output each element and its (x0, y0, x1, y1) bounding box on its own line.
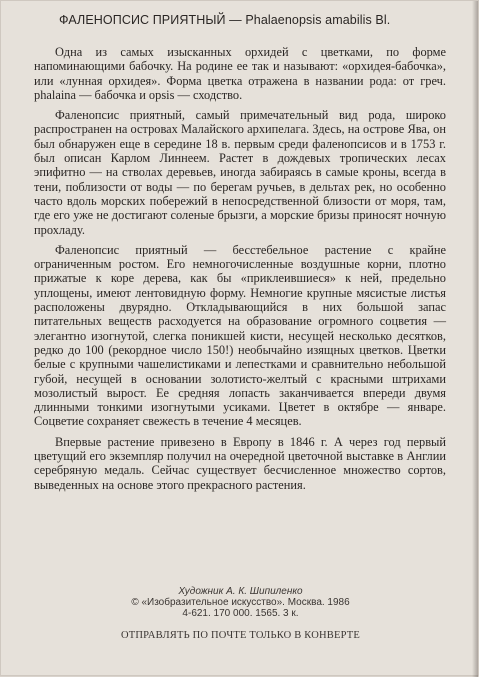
mailing-notice: ОТПРАВЛЯТЬ ПО ПОЧТЕ ТОЛЬКО В КОНВЕРТЕ (120, 630, 360, 641)
title-latin: Phalaenopsis amabilis Bl. (245, 13, 391, 27)
paragraph-3: Фаленопсис приятный — бесстебельное растение с крайне ограниченным ростом. Его немногочисленные воздушные корни, плотно прижатые к коре дерева, как бы «приклеившиеся» к ней, предельно уплощены, имеют лентовидную форму. Немногие крупные мясистые листья расположены двурядно. Откладывающийся в них большой запас питательных веществ расходуется на образование огромного соцветия — элегантно изогнутой, слегка поникшей кисти, несущей несколько десятков, редко до 100 (рекордное число 150!) необычайно изящных цветков. Цветки белые с крупными чашелистиками и лепестками и сравнительно небольшой губой, несущей в основании золотисто-желтый с красными штрихами мозолистый вырост. Ее средняя лопасть заканчивается впереди двумя длинными тонкими изогнутыми усиками. Цветет в октябре — январе. Соцветие сохраняет свежесть в течение 4 месяцев. (34, 242, 446, 429)
paragraph-4: Впервые растение привезено в Европу в 1846 г. А через год первый цветущий его экземпляр получил на очередной цветочной выставке в Англии серебряную медаль. Сейчас существует бесчисленное множество сортов, выведенных на основе этого прекрасного растения. (34, 434, 446, 492)
page-title (59, 13, 390, 27)
description-text (34, 45, 446, 492)
publisher-line: © «Изобразительное искусство». Москва. 1986 (131, 597, 350, 608)
title-russian: ФАЛЕНОПСИС ПРИЯТНЫЙ — (59, 13, 246, 27)
paragraph-1: Одна из самых изысканных орхидей с цветками, по форме напоминающими бабочку. На родине ее так и называют: «орхидея-бабочка», или «лунная орхидея». Форма цветка отражена в названии рода: от греч. phalaina — бабочка и opsis — сходство. (34, 45, 446, 102)
artist-credit: Художник А. К. Шипиленко (178, 586, 303, 597)
card-edge-shadow (472, 1, 478, 677)
imprint (1, 586, 479, 641)
print-code: 4-621. 170 000. 1565. 3 к. (182, 608, 299, 619)
paragraph-2: Фаленопсис приятный, самый примечательный вид рода, широко распространен на островах Малайского архипелага. Здесь, на острове Ява, он был обнаружен еще в середине 18 в. первым среди фаленопсисов и в 1753 г. был описан Карлом Линнеем. Растет в дождевых тропических лесах эпифитно — на стволах деревьев, иногда забираясь в самые кроны, всегда в тени, поблизости от воды — по берегам ручьев, в дельтах рек, но особенно часто вдоль морских побережий в непосредственной близости от моря, там, где его уже не достигают соленые брызги, а морские бризы приносят ночную прохладу. (34, 108, 446, 237)
